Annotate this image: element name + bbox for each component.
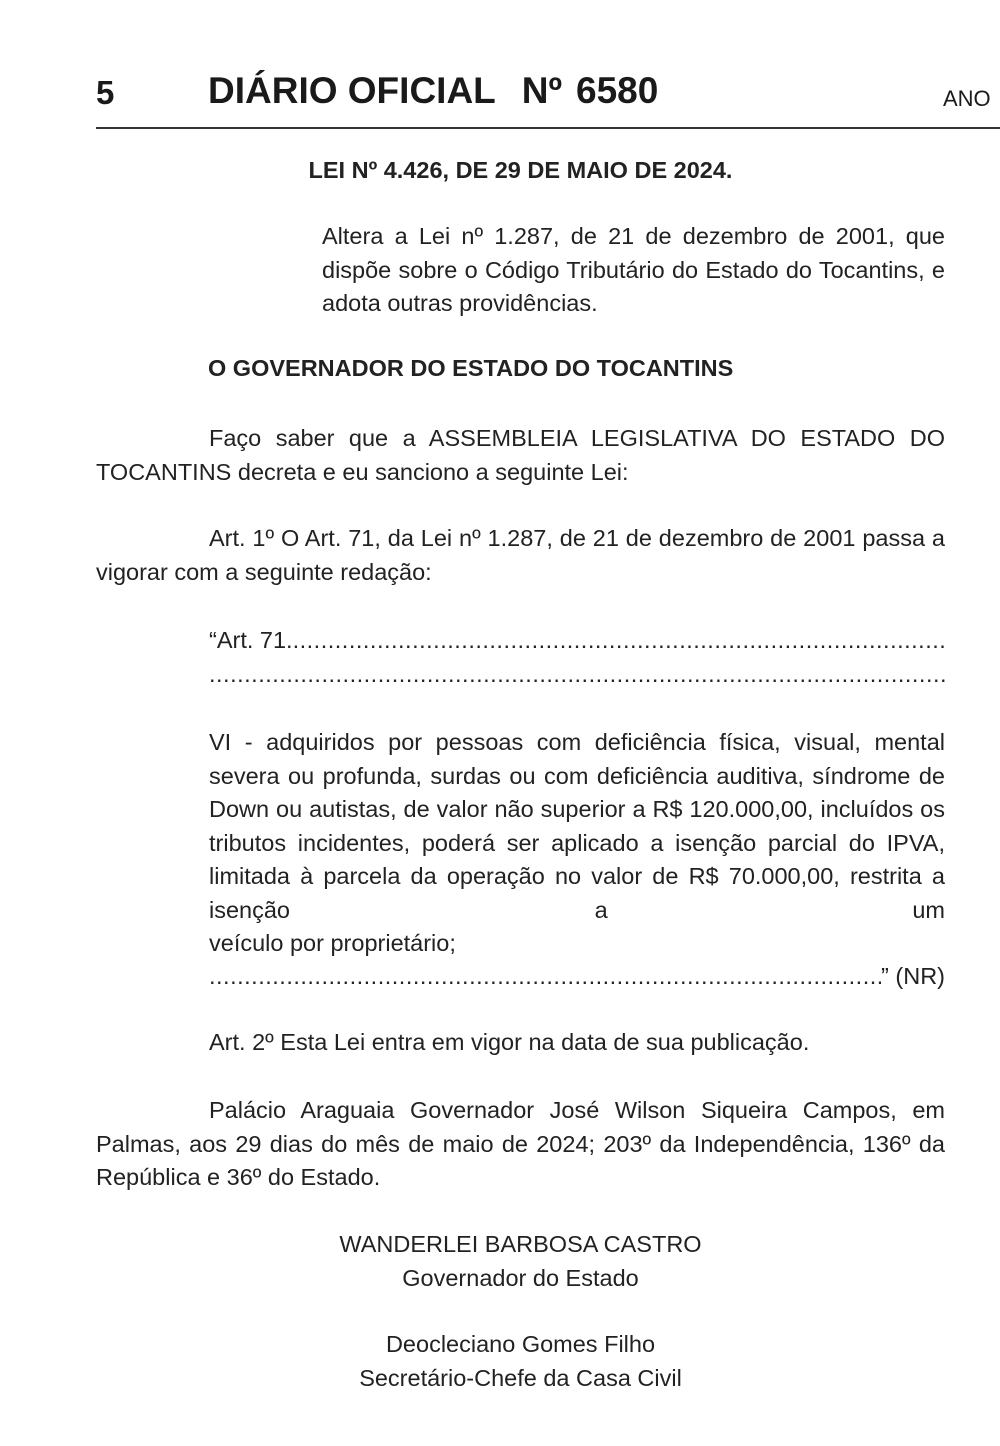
inciso-vi-last-line: veículo por proprietário; bbox=[209, 930, 456, 956]
law-summary: Altera a Lei nº 1.287, de 21 de dezembro de 2001, que dispõe sobre o Código Tributário do Estado do Tocantins, e adota outras providências. bbox=[322, 223, 945, 316]
header-divider bbox=[96, 127, 1000, 129]
inciso-vi bbox=[209, 726, 945, 961]
signature-governor bbox=[96, 1228, 945, 1295]
journal-name: DIÁRIO OFICIAL bbox=[208, 70, 496, 111]
signature-secretary bbox=[96, 1328, 945, 1395]
quoted-article-end bbox=[209, 960, 945, 994]
dotted-line bbox=[209, 658, 945, 692]
signatory-name: Deocleciano Gomes Filho bbox=[385, 1331, 656, 1357]
page-number: 5 bbox=[96, 74, 115, 111]
dotted-leader bbox=[209, 658, 945, 692]
quoted-article-label: “Art. 71. bbox=[209, 627, 293, 653]
enactment-paragraph: Faço saber que a ASSEMBLEIA LEGISLATIVA DO ESTADO DO TOCANTINS decreta e eu sanciono a seguinte Lei: bbox=[96, 425, 945, 485]
inciso-vi-text: VI - adquiridos por pessoas com deficiência física, visual, mental severa ou profunda, surdas ou com deficiência auditiva, síndrome de Down ou autistas, de valor não superior a R$ 120.000,00, incluídos os tributos incidentes, poderá ser aplicado a isenção parcial do IPVA, limitada à parcela da operação no valor de R$ 70.000,00, restrita a isenção a um bbox=[209, 729, 945, 923]
article-2: Art. 2º Esta Lei entra em vigor na data de sua publicação. bbox=[209, 1029, 810, 1055]
signatory-role: Secretário-Chefe da Casa Civil bbox=[359, 1364, 682, 1391]
dotted-leader bbox=[293, 624, 945, 658]
dotted-leader bbox=[209, 960, 881, 994]
number-label: Nº bbox=[521, 70, 562, 111]
quoted-article-start bbox=[209, 624, 945, 691]
nr-marker: ” (NR) bbox=[881, 963, 945, 989]
signatory-name: WANDERLEI BARBOSA CASTRO bbox=[339, 1231, 702, 1257]
edition-number: 6580 bbox=[576, 70, 659, 111]
law-title: LEI Nº 4.426, DE 29 DE MAIO DE 2024. bbox=[308, 157, 733, 183]
signatory-role: Governador do Estado bbox=[402, 1264, 639, 1291]
governor-heading: O GOVERNADOR DO ESTADO DO TOCANTINS bbox=[208, 355, 734, 381]
quoted-article-line bbox=[209, 624, 945, 658]
closing-paragraph: Palácio Araguaia Governador José Wilson Siqueira Campos, em Palmas, aos 29 dias do mês de maio de 2024; 203º da Independência, 136º da República e 36º do Estado. bbox=[96, 1097, 945, 1190]
page-header bbox=[0, 0, 1000, 130]
journal-title bbox=[208, 70, 658, 112]
article-1: Art. 1º O Art. 71, da Lei nº 1.287, de 21 de dezembro de 2001 passa a vigorar com a seguinte redação: bbox=[96, 525, 945, 585]
quoted-article-end-line bbox=[209, 960, 945, 994]
year-label: ANO bbox=[943, 86, 991, 111]
